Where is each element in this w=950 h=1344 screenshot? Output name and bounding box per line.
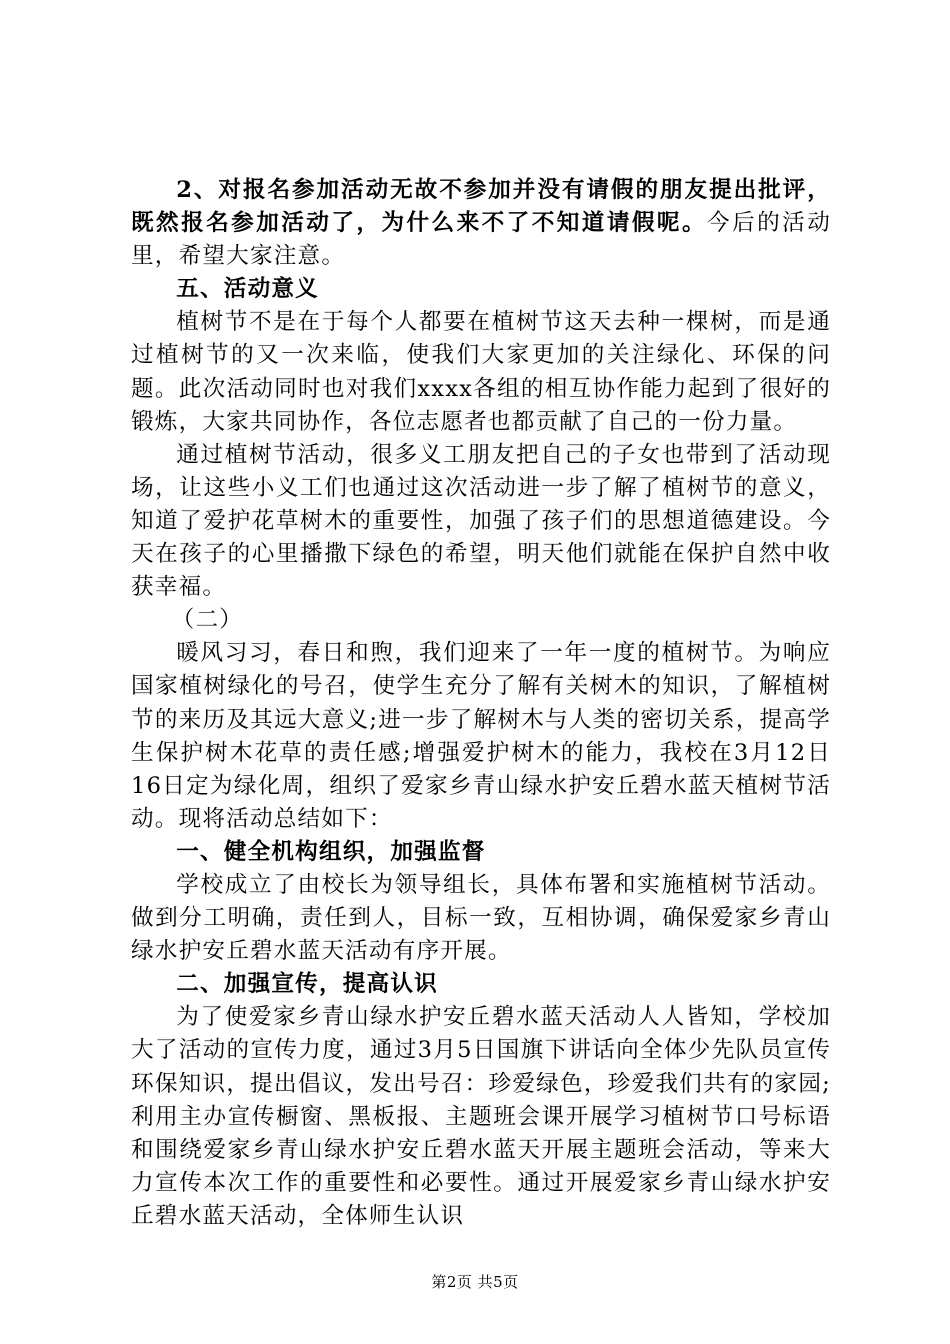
section-heading-2: 二、加强宣传，提高认识 xyxy=(176,971,438,998)
section-heading-5: 五、活动意义 xyxy=(176,276,319,303)
subtitle-part-2: （二） xyxy=(171,607,244,634)
paragraph-1-bold-lead: 2、对报名参加活动无故不参加并没有请假的朋友提出批评，既然报名参加活动了，为什么来不了不知道请假呢。 xyxy=(131,177,831,237)
paragraph-3: 通过植树节活动，很多义工朋友把自己的子女也带到了活动现场，让这些小义工们也通过这次活动进一步了解了植树节的意义，知道了爱护花草树木的重要性，加强了孩子们的思想道德建设。今天在孩子的心里播撒下绿色的希望，明天他们就能在保护自然中收获幸福。 xyxy=(131,441,831,601)
section-heading-1: 一、健全机构组织，加强监督 xyxy=(176,838,486,865)
paragraph-1-rest: 今后的活动里，希望大家注意。 xyxy=(131,210,832,270)
paragraph-1 xyxy=(131,174,831,273)
page-number-label: 第2页 共5页 xyxy=(431,1273,519,1291)
paragraph-6: 为了使爱家乡青山绿水护安丘碧水蓝天活动人人皆知，学校加大了活动的宣传力度，通过3月5日国旗下讲话向全体少先队员宣传环保知识，提出倡议，发出号召：珍爱绿色，珍爱我们共有的家园;利用主办宣传橱窗、黑板报、主题班会课开展学习植树节口号标语和围绕爱家乡青山绿水护安丘碧水蓝天开展主题班会活动，等来大力宣传本次工作的重要性和必要性。通过开展爱家乡青山绿水护安丘碧水蓝天活动，全体师生认识 xyxy=(131,1004,831,1229)
paragraph-2: 植树节不是在于每个人都要在植树节这天去种一棵树，而是通过植树节的又一次来临，使我们大家更加的关注绿化、环保的问题。此次活动同时也对我们xxxx各组的相互协作能力起到了很好的锻炼，大家共同协作，各位志愿者也都贡献了自己的一份力量。 xyxy=(131,309,831,435)
paragraph-4: 暖风习习，春日和煦，我们迎来了一年一度的植树节。为响应国家植树绿化的号召，使学生充分了解有关树木的知识，了解植树节的来历及其远大意义;进一步了解树木与人类的密切关系，提高学生保护树木花草的责任感;增强爱护树木的能力，我校在3月12日16日定为绿化周，组织了爱家乡青山绿水护安丘碧水蓝天植树节活动。现将活动总结如下： xyxy=(131,640,831,832)
paragraph-5: 学校成立了由校长为领导组长，具体布署和实施植树节活动。做到分工明确，责任到人，目标一致，互相协调，确保爱家乡青山绿水护安丘碧水蓝天活动有序开展。 xyxy=(131,871,831,965)
page-footer xyxy=(0,1271,950,1292)
document-body xyxy=(131,174,831,1233)
